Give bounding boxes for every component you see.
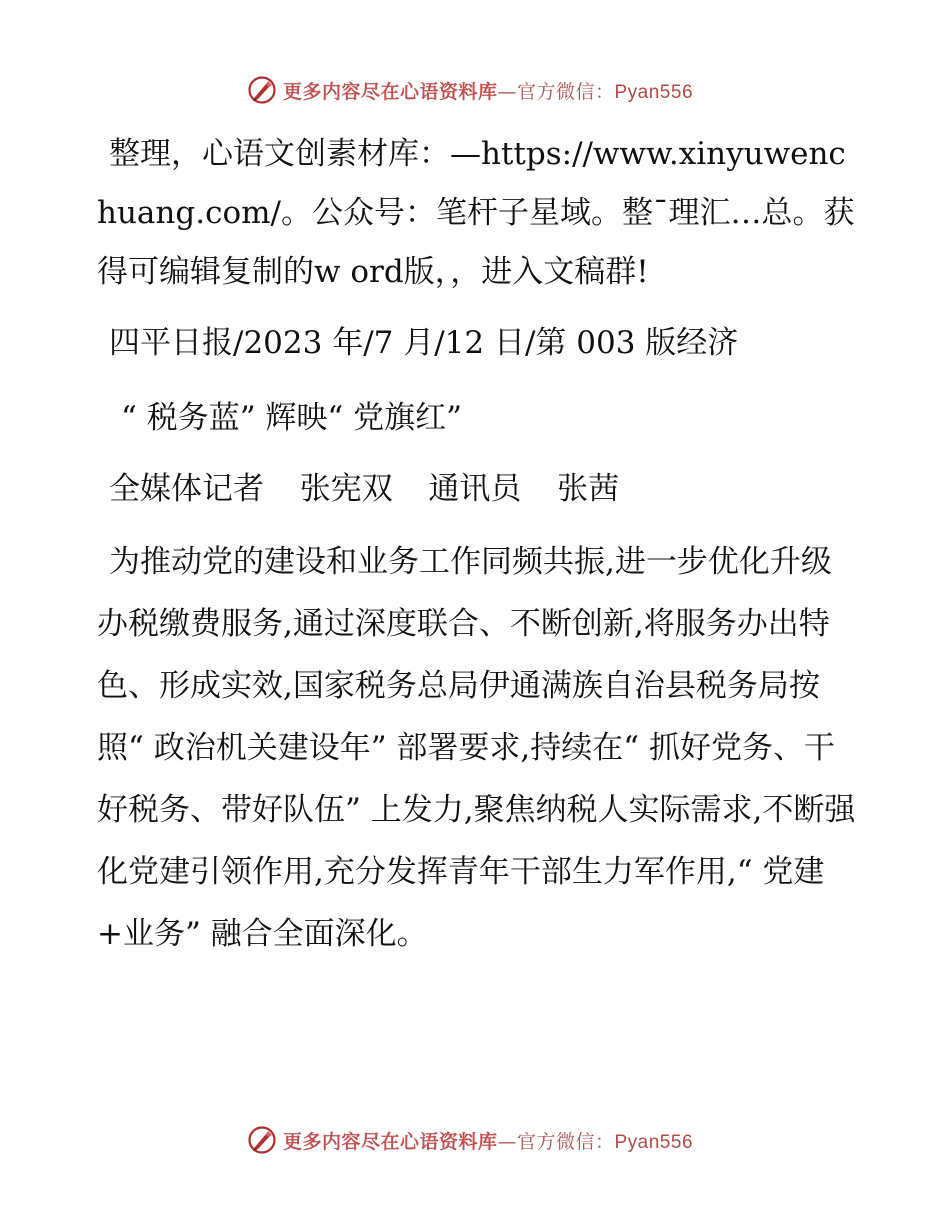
body-paragraph: 为推动党的建设和业务工作同频共振,进一步优化升级办税缴费服务,通过深度联合、不断创新,将服务办出特色、形成实效,国家税务总局伊通满族自治县税务局按照“ 政治机关建设年” 部署要求,持续在“ 抓好党务、干好税务、带好队伍” 上发力,聚焦纳税人实际需求,不断强化党建引领作用,充分发挥青年干部生力军作用,“ 党建+业务” 融合全面深化。 <box>97 544 856 952</box>
pen-logo-icon <box>247 75 277 105</box>
watermark-id: Pyan556 <box>614 81 694 103</box>
watermark-text <box>283 1127 693 1154</box>
pen-logo-icon <box>247 1125 277 1155</box>
watermark-id: Pyan556 <box>614 1131 694 1153</box>
watermark-sub: 官方微信： <box>516 1130 615 1153</box>
dateline: 四平日报/2023 年/7 月/12 日/第 003 版经济 <box>109 325 739 361</box>
header-watermark <box>0 70 950 110</box>
intro-paragraph: 整理，心语文创素材库：—https://www.xinyuwenchuang.com/。公众号：笔杆子星域。整¯理汇…总。获得可编辑复制的w ord版，，进入文稿群! <box>97 136 855 290</box>
watermark-dash: — <box>497 80 517 103</box>
footer-watermark <box>0 1120 950 1160</box>
byline: 全媒体记者 张宪双 通讯员 张茜 <box>109 471 620 507</box>
headline: “ 税务蓝” 辉映“ 党旗红” <box>121 400 462 436</box>
watermark-main: 更多内容尽在心语资料库 <box>282 80 498 103</box>
document-body <box>97 125 857 965</box>
watermark-sub: 官方微信： <box>516 80 615 103</box>
watermark-text <box>283 77 693 104</box>
watermark-main: 更多内容尽在心语资料库 <box>282 1130 498 1153</box>
watermark-dash: — <box>497 1130 517 1153</box>
